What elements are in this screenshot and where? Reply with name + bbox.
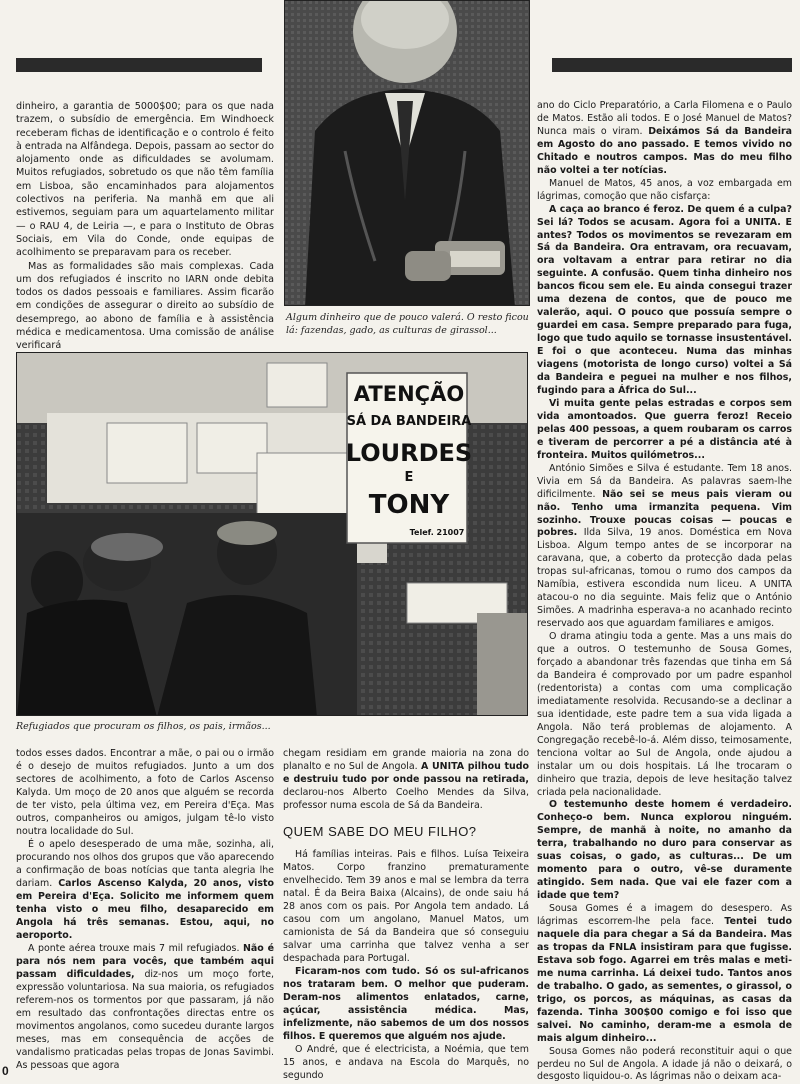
column-1-bottom [16, 747, 274, 1072]
section-heading: QUEM SABE DO MEU FILHO? [283, 824, 477, 839]
quote-paragraph: A caça ao branco é feroz. De quem é a culpa? Sei lá? Todos se acusam. Agora foi a UNITA. E antes? Todos os movimentos se revezaram em Sá da Bandeira. Ora entravam, ora recuavam, ora voltavam a entrar para retirar no dia seguinte. A confusão. Quem tinha dinheiro nos bancos ficou sem ele. Eu ainda consegui trazer uma dezena de contos, que de pouco me valerão, aqui. O pouco que possuía sempre o guardei em casa. Sempre preparado para fuga, logo que tudo aquilo se tornasse insustentável. E foi o que aconteceu. Numa das minhas viagens (motorista de longo curso) voltei a Sá da Bandeira e peguei na mulher e nos filhos, fugindo para a África do Sul... [537, 203, 792, 396]
page-number: 0 [2, 1064, 9, 1078]
paragraph: Manuel de Matos, 45 anos, a voz embargada em lágrimas, comoção que não cisfarça: [537, 177, 792, 202]
paragraph: O André, que é electricista, a Noémia, que tem 15 anos, e andava na Escola do Marquês, no segundo [283, 1044, 529, 1081]
paragraph: chegam residiam em grande maioria na zona do planalto e no Sul de Angola. A UNITA pilhou tudo e destruiu tudo por onde passou na retirada, declarou-nos Alberto Coelho Mendes da Silva, professor numa escola de Sá da Bandeira. [283, 748, 530, 811]
column-2-bottom [283, 747, 529, 812]
quote-paragraph: Ficaram-nos com tudo. Só os sul-africanos nos trataram bem. O melhor que puderam. Deram-nos alimentos enlatados, carne, açúcar, assistência médica. Mas, infelizmente, não sabemos de um dos nossos filhos. E queremos que alguém nos ajude. [283, 966, 529, 1042]
photo-board-illustration [17, 353, 528, 716]
paragraph: A ponte aérea trouxe mais 7 mil refugiados. Não é para nós nem para vocês, que também aqui passam dificuldades, diz-nos um moço forte, expressão voluntariosa. Na sua maioria, os refugiados referem-nos os tormentos por que passaram, já não em resultado das confrontações directas entre os movimentos angolanos, como sucedeu durante largos meses, mas em consequência de acções de vandalismo praticadas pelas tropas de Jonas Savimbi. As pessoas que agora [16, 943, 275, 1071]
paragraph: Sousa Gomes é a imagem do desespero. As lágrimas escorrem-lhe pela face. Tentei tudo naquele dia para chegar a Sá da Bandeira. Mas as tropas da FNLA insistiram para que fugisse. Estava sob fogo. Agarrei em três malas e meti-me numa carrinha. Lá deixei tudo. Tantos anos de trabalho. O gado, as sementes, o girassol, o trigo, os porcos, as máquinas, as casas da fazenda. Tinha 300$00 comigo e foi isso que salvei. No caminho, deram-me a esmola de mais algum dinheiro... [537, 903, 792, 1044]
paragraph: todos esses dados. Encontrar a mãe, o pai ou o irmão é o desejo de muitos refugiados. Junto a um dos sectores de acolhimento, a foto de Carlos Ascenso Kalyda. Um moço de 20 anos que alguém se recorda de ter visto, pela última vez, em Pereira d'Eça. Mas outros, companheiros ou amigos, julgam tê-lo visto noutra localidade do Sul. [16, 748, 274, 837]
photo-big-caption: Refugiados que procuram os filhos, os pais, irmãos... [16, 721, 271, 732]
sign-line-2: SÁ DA BANDEIRA [346, 414, 472, 429]
header-bar-left [16, 58, 262, 72]
photo-man-illustration [285, 1, 530, 306]
paragraph: Há famílias inteiras. Pais e filhos. Luísa Teixeira Matos. Corpo franzino prematuramente envelhecido. Tem 39 anos e mal se lembra da terra natal. É da Beira Baixa (Alcains), de onde saiu há 28 anos com os pais. Por Angola tem andado. Lá casou com um angolano, Manuel Matos, um camionista de Sá da Bandeira que só conseguiu salvar uma carrinha que talvez venha a ser despachada para Portugal. [283, 849, 529, 964]
column-2-bottom-body [283, 848, 529, 1082]
paragraph: dinheiro, a garantia de 5000$00; para os que nada trazem, o subsídio de emergência. Em Windhoeck receberam fichas de identificação e o controlo é feito à entrada na Alfândega. Depois, passam ao sector do alojamento onde as dificuldades se avolumam. Muitos refugiados, sobretudo os que não têm família em Lisboa, são encaminhados para alojamentos colectivos na periferia. Na manhã em que ali estivemos, seguiam para um aquartelamento militar — o RAU 4, de Leiria —, e para o Instituto de Obras Sociais, em Vila do Conde, onde equipas de acolhimento se preparavam para os receber. [16, 101, 274, 259]
sign-telephone: Telef. 21007 [409, 528, 465, 537]
photo-top-caption: Algum dinheiro que de pouco valerá. O resto ficou lá: fazendas, gado, as culturas de girassol... [286, 312, 529, 336]
sign-line-1: ATENÇÃO [353, 382, 465, 406]
sign-line-3: LOURDES [345, 439, 473, 467]
paragraph: ano do Ciclo Preparatório, a Carla Filomena e o Paulo de Matos. Estão ali todos. E o José Manuel de Matos? Nunca mais o viram. Deixámos Sá da Bandeira em Agosto do ano passado. E temos vivido no Chitado e noutros campos. Mas do meu filho não voltei a ter notícias. [537, 100, 793, 176]
quote-paragraph: Vi muita gente pelas estradas e corpos sem vida amontoados. Que guerra feroz! Receio pelas 400 pessoas, a quem roubaram os carros e tiveram de percorrer a pé a distância até à fronteira. Muitos quilómetros... [537, 397, 792, 461]
paragraph: O drama atingiu toda a gente. Mas a uns mais do que a outros. O testemunho de Sousa Gomes, forçado a abandonar três fazendas que tinha em Sá da Bandeira é comprovado por um padre espanhol (redentorista) a contas com uma complicação imediatamente resolvida. Recusando-se a declinar a sua identidade, este padre tem a sua vida ligada a Angola. Não terá problemas de alojamento. A Congregação recebê-lo-á. Além disso, teimosamente, tenciona voltar ao Sul de Angola, onde ajudou a instalar um ou dois hospitais. Lá lhe trocaram o dinheiro que trazia, depois de leve hesitação talvez criada pela nacionalidade. [537, 631, 792, 798]
column-1-top [16, 100, 274, 353]
sign-line-5: TONY [368, 490, 450, 520]
paragraph: Sousa Gomes não poderá reconstituir aqui o que perdeu no Sul de Angola. A idade já não o deixará, o desgosto liquidou-o. As lágrimas não o deixam aca- [537, 1045, 792, 1083]
paragraph: Mas as formalidades são mais complexas. Cada um dos refugiados é inscrito no IARN onde debita todos os dados pessoais e familiares. Assim ficarão em condições de assegurar o direito ao subsídio de desemprego, ao abono de família e à assistência médica e medicamentosa. Uma comissão de análise verificará [16, 260, 274, 352]
column-3 [537, 100, 792, 1084]
paragraph: É o apelo desesperado de uma mãe, sozinha, ali, procurando nos olhos dos grupos que vão aparecendo a confirmação de boas notícias que tanta alegria lhe dariam. Carlos Ascenso Kalyda, 20 anos, visto em Pereira d'Eça. Solicito me informem quem tenha visto o meu filho, desaparecido em Angola há três semanas. Estou, aqui, no aeroporto. [16, 839, 274, 941]
quote-paragraph: O testemunho deste homem é verdadeiro. Conheço-o bem. Nunca explorou ninguém. Sempre, de manhã à noite, no amanho da terra, trabalhando no duro para conservar as suas coisas, o gado, as culturas... De um momento para o outro, vê-se duramente atingido. Sem nada. Que vai ele fazer com a idade que tem? [537, 799, 792, 902]
photo-notice-board [16, 352, 528, 716]
paragraph: António Simões e Silva é estudante. Tem 18 anos. Vivia em Sá da Bandeira. As palavras saem-lhe dificilmente. Não sei se meus pais vieram ou não. Tenho uma irmanzita pequena. Vim sozinho. Trouxe poucas coisas — poucas e pobres. Ilda Silva, 19 anos. Doméstica em Nova Lisboa. Algum tempo antes de se incorporar na caravana, que, a coberto da protecção dada pelas tropas sul-africanas, tomou o rumo dos campos da Namíbia, estivera escondida num liceu. A UNITA atacou-o no dia seguinte. Mais feliz que o António Simões. A madrinha esperava-a no acanhado recinto reservado aos que aguardam familiares e amigos. [537, 462, 793, 630]
header-bar-right [552, 58, 792, 72]
sign-line-4: E [404, 470, 414, 485]
photo-man-counting-money [284, 0, 530, 306]
